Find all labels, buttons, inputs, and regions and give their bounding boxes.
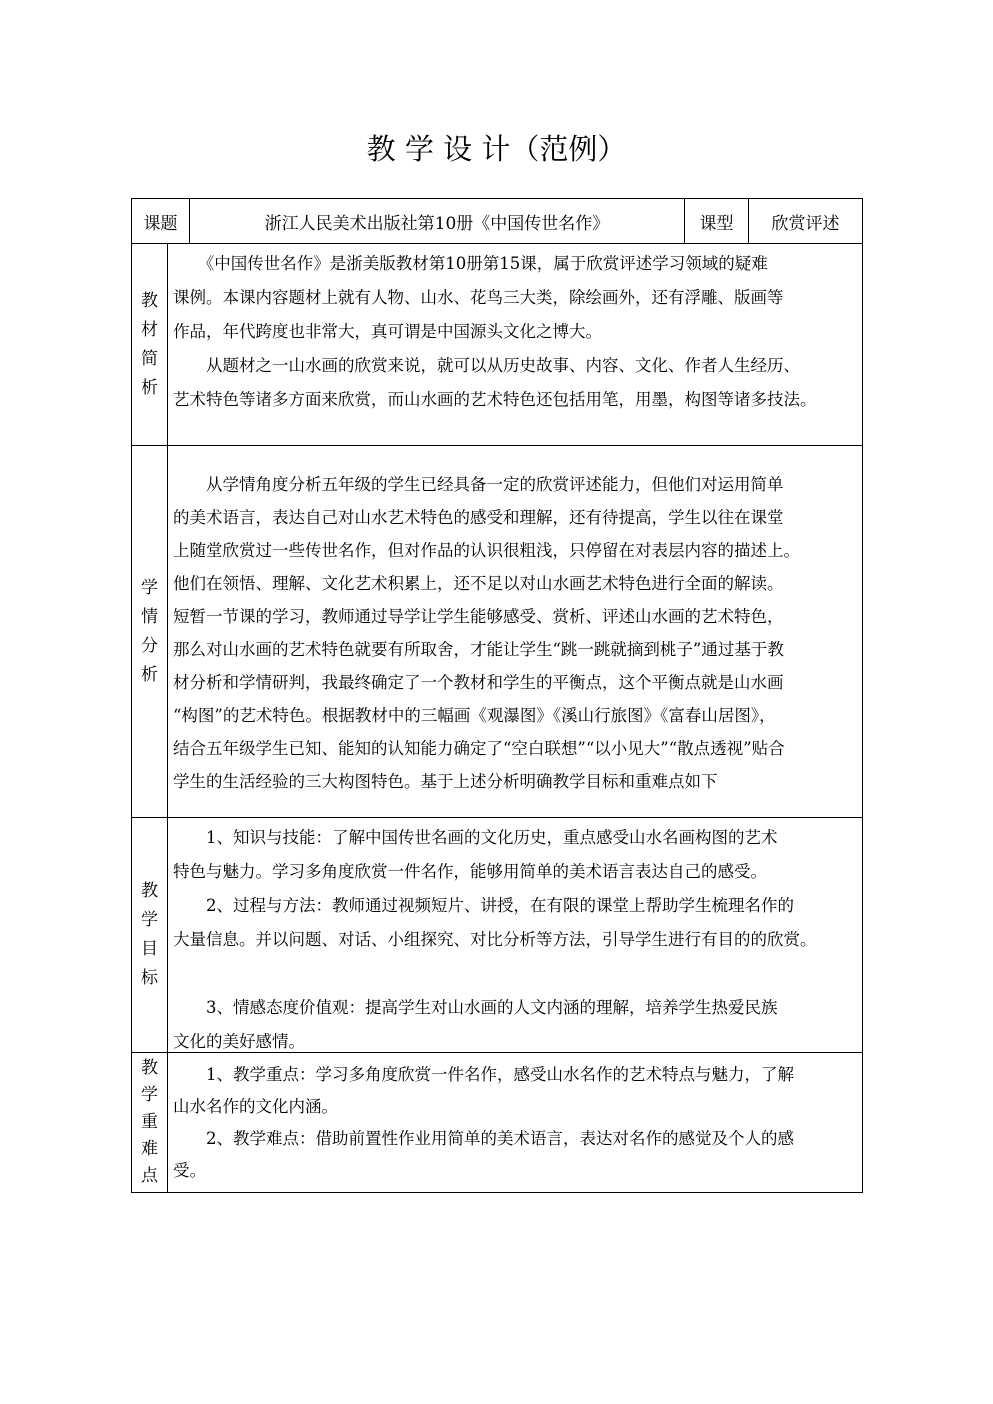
paragraph-line: 学生的生活经验的三大构图特色。基于上述分析明确教学目标和重难点如下: [173, 772, 718, 791]
section-textbook-analysis: [132, 244, 862, 446]
paragraph-line: 2、教学难点：借助前置性作业用简单的美术语言，表达对名作的感觉及个人的感: [173, 1129, 794, 1148]
type-value: 欣赏评述: [771, 213, 840, 234]
paragraph-line: 上随堂欣赏过一些传世名作，但对作品的认识很粗浅，只停留在对表层内容的描述上。: [173, 541, 800, 560]
section-body: [173, 468, 800, 798]
paragraph-line: 课例。本课内容题材上就有人物、山水、花鸟三大类，除绘画外，还有浮雕、版画等: [173, 288, 784, 307]
label-char: 析: [141, 377, 158, 398]
label-char: 教: [141, 290, 158, 311]
header-row: [132, 199, 862, 244]
section-teaching-goals: [132, 818, 862, 1053]
topic-value: 浙江人民美术出版社第10册《中国传世名作》: [190, 199, 685, 243]
label-char: 重: [141, 1112, 158, 1132]
paragraph-line: 的美术语言，表达自己对山水艺术特色的感受和理解，还有待提高，学生以往在课堂: [173, 508, 784, 527]
paragraph-line: “构图”的艺术特色。根据教材中的三幅画《观瀑图》《溪山行旅图》《富春山居图》，: [173, 706, 776, 725]
paragraph-line: 短暂一节课的学习，教师通过导学让学生能够感受、赏析、评述山水画的艺术特色，: [173, 607, 784, 626]
lesson-plan-table: [131, 198, 863, 1193]
paragraph-line: 1、知识与技能：了解中国传世名画的文化历史，重点感受山水名画构图的艺术: [173, 828, 778, 847]
label-char: 难: [141, 1139, 158, 1159]
paragraph-line: 结合五年级学生已知、能知的认知能力确定了“空白联想”“以小见大”“散点透视”贴合: [173, 739, 785, 758]
paragraph-line: 3、情感态度价值观：提高学生对山水画的人文内涵的理解，培养学生热爱民族: [173, 998, 778, 1017]
section-body: [173, 247, 817, 417]
label-char: 析: [141, 664, 158, 685]
paragraph-line: 从题材之一山水画的欣赏来说，就可以从历史故事、内容、文化、作者人生经历、: [173, 356, 800, 375]
paragraph-line: 山水名作的文化内涵。: [173, 1097, 338, 1116]
paragraph-line: 特色与魅力。学习多角度欣赏一件名作，能够用简单的美术语言表达自己的感受。: [173, 862, 767, 881]
paragraph-line: 2、过程与方法：教师通过视频短片、讲授，在有限的课堂上帮助学生梳理名作的: [173, 896, 794, 915]
section-label: [132, 446, 168, 817]
label-char: 情: [141, 606, 158, 627]
section-label: [132, 818, 168, 1052]
paragraph-line: 作品，年代跨度也非常大，真可谓是中国源头文化之博大。: [173, 322, 602, 341]
label-char: 点: [141, 1166, 158, 1186]
page-title: 教 学 设 计（范例）: [366, 132, 627, 166]
paragraph-line: 大量信息。并以问题、对话、小组探究、对比分析等方法，引导学生进行有目的的欣赏。: [173, 930, 817, 949]
section-body: [173, 821, 817, 1059]
label-char: 教: [141, 881, 158, 901]
label-char: 材: [141, 319, 158, 340]
section-student-analysis: [132, 446, 862, 818]
paragraph-line: 那么对山水画的艺术特色就要有所取舍，才能让学生“跳一跳就摘到桃子”通过基于教: [173, 640, 784, 659]
paragraph-line: 从学情角度分析五年级的学生已经具备一定的欣赏评述能力，但他们对运用简单: [173, 475, 784, 494]
paragraph-line: 《中国传世名作》是浙美版教材第10册第15课，属于欣赏评述学习领域的疑难: [173, 254, 768, 273]
topic-label: 课题: [132, 199, 190, 243]
paragraph-line: 1、教学重点：学习多角度欣赏一件名作，感受山水名作的艺术特点与魅力，了解: [173, 1065, 794, 1084]
label-char: 目: [141, 939, 158, 959]
paragraph-line: 材分析和学情研判，我最终确定了一个教材和学生的平衡点，这个平衡点就是山水画: [173, 673, 784, 692]
label-char: 学: [141, 910, 158, 930]
type-label: 课型: [685, 199, 749, 243]
label-char: 学: [141, 1085, 158, 1105]
label-char: 学: [141, 577, 158, 598]
paragraph-line: 受。: [173, 1161, 206, 1180]
section-label: [132, 1053, 168, 1192]
paragraph-line: [173, 957, 817, 991]
paragraph-line: 文化的美好感情。: [173, 1032, 305, 1051]
section-key-difficult-points: [132, 1053, 862, 1192]
label-char: 教: [141, 1058, 158, 1078]
label-char: 标: [141, 968, 158, 988]
paragraph-line: 艺术特色等诸多方面来欣赏，而山水画的艺术特色还包括用笔，用墨，构图等诸多技法。: [173, 390, 817, 409]
label-char: 分: [141, 635, 158, 656]
paragraph-line: 他们在领悟、理解、文化艺术积累上，还不足以对山水画艺术特色进行全面的解读。: [173, 574, 784, 593]
label-char: 简: [141, 348, 158, 369]
section-body: [173, 1059, 794, 1187]
section-label: [132, 244, 168, 445]
